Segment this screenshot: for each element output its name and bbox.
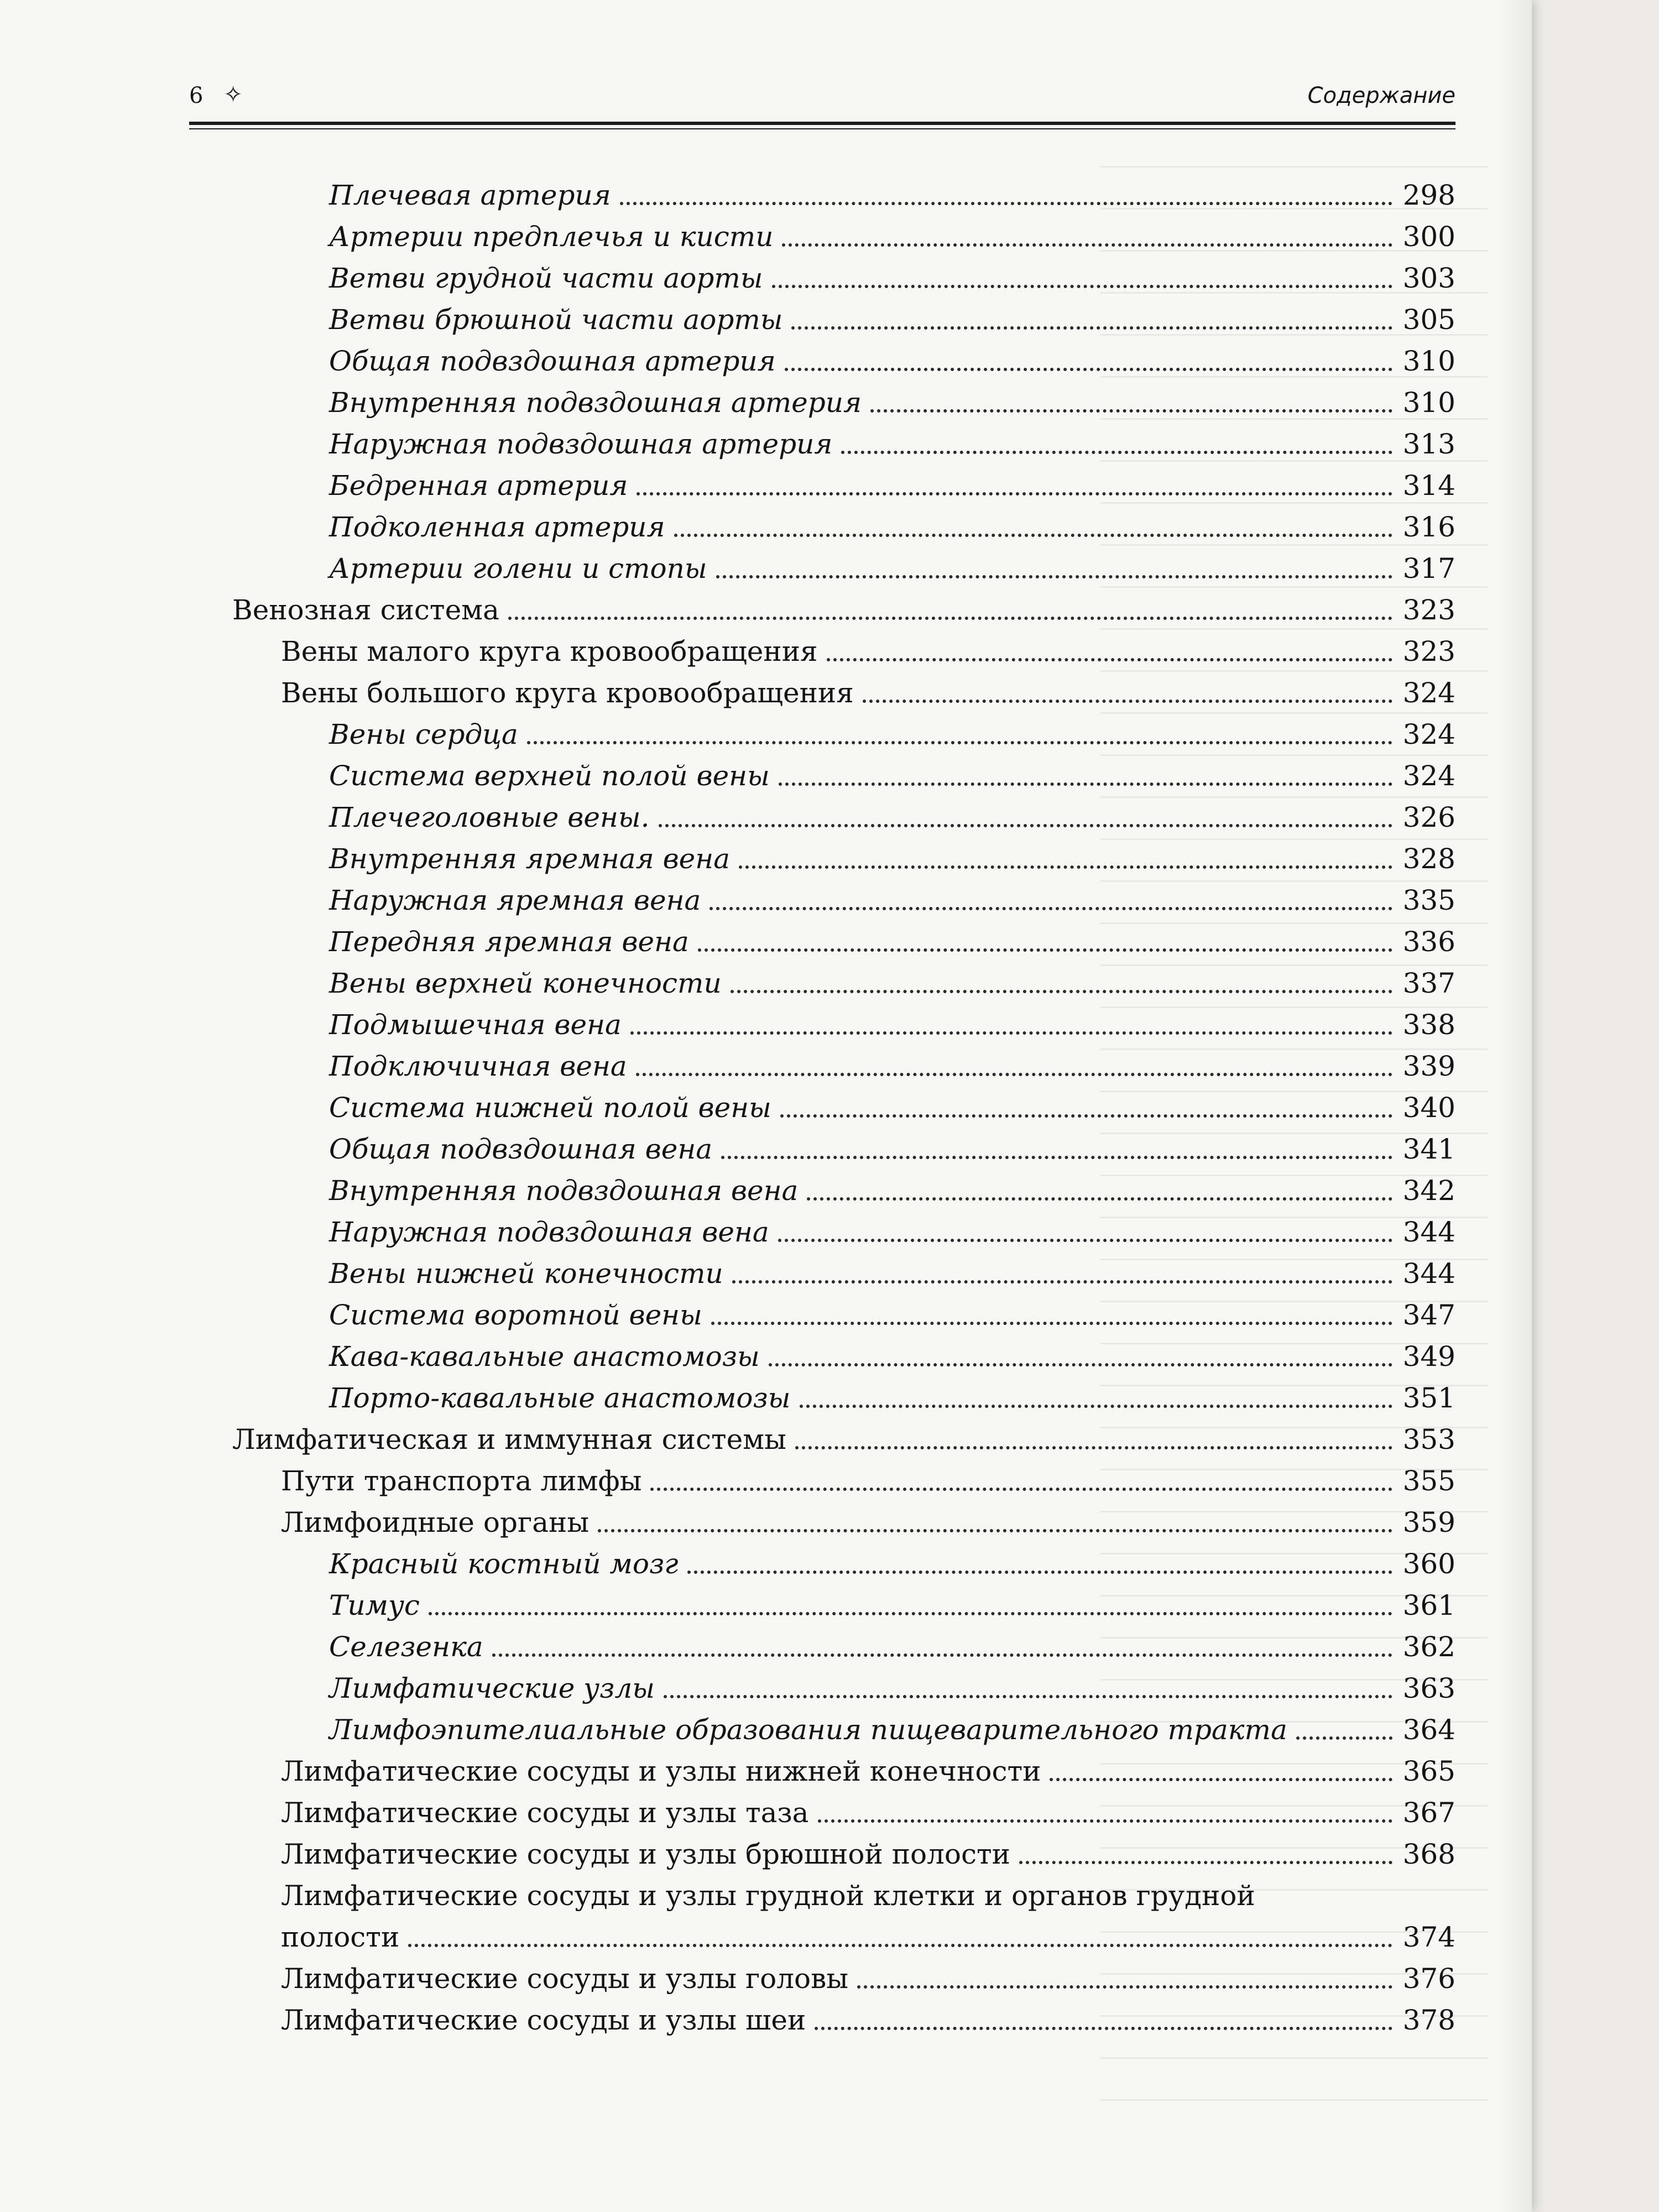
toc-entry-title: Общая подвздошная артерия (329, 345, 776, 377)
toc-entry-title: Тимус (329, 1589, 420, 1621)
toc-entry (232, 1460, 1455, 1502)
toc-entry (232, 1378, 1455, 1419)
toc-entry-title: Лимфатические сосуды и узлы шеи (281, 2004, 806, 2036)
toc-page-number: 340 (1402, 1092, 1455, 1124)
toc-entry-title: Система воротной вены (329, 1299, 702, 1331)
toc-page-number: 367 (1402, 1797, 1455, 1829)
toc-page-number: 339 (1402, 1050, 1455, 1082)
toc-page-number: 362 (1402, 1631, 1455, 1663)
dot-leader (637, 492, 1392, 495)
toc-entry (232, 341, 1455, 382)
toc-entry-title: Лимфатические сосуды и узлы нижней конечности (281, 1755, 1041, 1787)
toc-entry-title: Венозная система (232, 594, 499, 626)
toc-page-number: 324 (1402, 760, 1455, 792)
dot-leader (863, 700, 1392, 703)
dot-leader (429, 1612, 1392, 1615)
toc-entry (232, 465, 1455, 507)
toc-page-number: 378 (1402, 2004, 1455, 2036)
toc-entry-title: Вены малого круга кровообращения (281, 635, 818, 667)
toc-entry (232, 1585, 1455, 1626)
toc-page-number: 342 (1402, 1175, 1455, 1207)
toc-page-number: 365 (1402, 1755, 1455, 1787)
toc-entry-title: Пути транспорта лимфы (281, 1465, 642, 1497)
toc-entry-title: Лимфатическая и иммунная системы (232, 1423, 786, 1455)
toc-entry (232, 755, 1455, 797)
toc-entry (232, 1129, 1455, 1170)
toc-entry-title: Внутренняя яремная вена (329, 843, 730, 875)
running-title: Содержание (1307, 83, 1455, 108)
dot-leader (1050, 1778, 1392, 1781)
dot-leader (659, 824, 1392, 827)
toc-page-number: 353 (1402, 1423, 1455, 1455)
dot-leader (818, 1819, 1393, 1823)
toc-entry-title: Бедренная артерия (329, 469, 628, 502)
dot-leader (687, 1571, 1393, 1574)
ornament-icon: ✧ (223, 81, 243, 108)
toc-entry-title: Кава-кавальные анастомозы (329, 1340, 760, 1373)
toc-entry-title: Передняя яремная вена (329, 926, 689, 958)
toc-entry (232, 1668, 1455, 1709)
toc-entry (232, 797, 1455, 838)
header-rule-thick (189, 122, 1455, 125)
toc-entry (232, 548, 1455, 589)
toc-entry (232, 1419, 1455, 1460)
toc-entry (232, 216, 1455, 258)
toc-page-number: 324 (1402, 677, 1455, 709)
toc-page-number: 341 (1402, 1133, 1455, 1165)
toc-entry-title: Плечеголовные вены. (329, 801, 650, 833)
toc-page-number: 376 (1402, 1963, 1455, 1995)
toc-page-number: 310 (1402, 387, 1455, 419)
toc-entry-title: Подключичная вена (329, 1050, 627, 1082)
toc-entry-title-line2-row (281, 1917, 1455, 1958)
toc-entry-wrapped (232, 1875, 1455, 1958)
dot-leader (598, 1529, 1392, 1532)
dot-leader (650, 1488, 1392, 1491)
toc-entry-title: Система нижней полой вены (329, 1092, 771, 1124)
toc-entry (232, 175, 1455, 216)
toc-page-number: 349 (1402, 1340, 1455, 1373)
toc-page-number: 305 (1402, 304, 1455, 336)
dot-leader (870, 409, 1392, 413)
toc-entry (232, 838, 1455, 880)
toc-page-number: 361 (1402, 1589, 1455, 1621)
toc-entry-title: Лимфатические узлы (329, 1672, 655, 1704)
dot-leader (795, 1446, 1392, 1449)
toc-entry-title-line1: Лимфатические сосуды и узлы грудной клетки и органов грудной (281, 1880, 1255, 1912)
toc-page-number: 300 (1402, 221, 1455, 253)
dot-leader (620, 202, 1392, 205)
toc-page-number: 317 (1402, 552, 1455, 585)
toc-page-number: 374 (1402, 1921, 1455, 1953)
toc-entry (232, 1212, 1455, 1253)
toc-page-number: 326 (1402, 801, 1455, 833)
toc-entry-title: Ветви брюшной части аорты (329, 304, 783, 336)
dot-leader (779, 782, 1392, 786)
toc-entry-title: Артерии голени и стопы (329, 552, 707, 585)
toc-entry (232, 963, 1455, 1004)
toc-entry (232, 1046, 1455, 1087)
toc-entry (232, 258, 1455, 299)
header-rule-thin (189, 128, 1455, 129)
dot-leader (780, 1114, 1392, 1118)
toc-page-number: 313 (1402, 428, 1455, 460)
toc-entry-title: Лимфоэпителиальные образования пищеварительного тракта (329, 1714, 1287, 1746)
dot-leader (711, 1322, 1392, 1325)
dot-leader (731, 990, 1392, 993)
running-header (189, 77, 1455, 122)
dot-leader (769, 1363, 1392, 1366)
toc-entry-title: Внутренняя подвздошная артерия (329, 387, 862, 419)
page-edge-shadow (1499, 0, 1532, 2212)
toc-entry (232, 589, 1455, 631)
toc-entry (232, 672, 1455, 714)
toc-page-number: 351 (1402, 1382, 1455, 1414)
toc-page-number: 344 (1402, 1216, 1455, 1248)
dot-leader (800, 1405, 1392, 1408)
toc-entry-title: Вены сердца (329, 718, 518, 750)
toc-page-number: 314 (1402, 469, 1455, 502)
dot-leader (841, 451, 1392, 454)
toc-page-number: 323 (1402, 594, 1455, 626)
dot-leader (674, 534, 1392, 537)
toc-page-number: 323 (1402, 635, 1455, 667)
dot-leader (791, 326, 1392, 330)
toc-entry-title: Порто-кавальные анастомозы (329, 1382, 791, 1414)
toc-entry (232, 1295, 1455, 1336)
toc-page-number: 359 (1402, 1506, 1455, 1538)
toc-entry (232, 1502, 1455, 1543)
toc-page-number: 355 (1402, 1465, 1455, 1497)
toc-page-number: 316 (1402, 511, 1455, 543)
toc-entry (232, 1958, 1455, 2000)
dot-leader (709, 907, 1392, 910)
toc-entry (232, 1751, 1455, 1792)
dot-leader (630, 1031, 1392, 1035)
toc-entry-title: Красный костный мозг (329, 1548, 679, 1580)
dot-leader (408, 1944, 1392, 1947)
toc-entry-title: Лимфоидные органы (281, 1506, 589, 1538)
page-number: 6 (189, 83, 204, 108)
toc-entry (232, 299, 1455, 341)
toc-page-number: 344 (1402, 1258, 1455, 1290)
toc-page-number: 338 (1402, 1009, 1455, 1041)
toc-page-number: 337 (1402, 967, 1455, 999)
toc-entry (232, 921, 1455, 963)
dot-leader (782, 243, 1392, 247)
toc-page-number: 336 (1402, 926, 1455, 958)
dot-leader (857, 1985, 1392, 1989)
toc-entry-title: Лимфатические сосуды и узлы брюшной полости (281, 1838, 1010, 1870)
dot-leader (698, 948, 1392, 952)
toc-page-number: 368 (1402, 1838, 1455, 1870)
toc-page-number: 303 (1402, 262, 1455, 294)
toc-entry-title: Вены большого круга кровообращения (281, 677, 854, 709)
toc-page-number: 364 (1402, 1714, 1455, 1746)
toc-entry-title: Внутренняя подвздошная вена (329, 1175, 799, 1207)
toc-entry (232, 1170, 1455, 1212)
toc-entry (232, 507, 1455, 548)
dot-leader (739, 865, 1392, 869)
dot-leader (815, 2027, 1392, 2030)
toc-entry (232, 1336, 1455, 1378)
dot-leader (721, 1156, 1392, 1159)
toc-entry-title: Лимфатические сосуды и узлы таза (281, 1797, 809, 1829)
toc-entry-title: Наружная подвздошная вена (329, 1216, 769, 1248)
toc-entry (232, 1543, 1455, 1585)
toc-entry-title: Селезенка (329, 1631, 483, 1663)
toc-entry-title: Ветви грудной части аорты (329, 262, 763, 294)
toc-entry-title-line2: полости (281, 1921, 400, 1953)
toc-entry (232, 382, 1455, 424)
dot-leader (827, 658, 1392, 661)
toc-entry-title: Лимфатические сосуды и узлы головы (281, 1963, 849, 1995)
dot-leader (807, 1197, 1392, 1201)
dot-leader (778, 1239, 1392, 1242)
dot-leader (785, 368, 1392, 371)
toc-entry (232, 1709, 1455, 1751)
toc-entry (232, 424, 1455, 465)
toc-entry (232, 1834, 1455, 1875)
toc-entry-title: Подколенная артерия (329, 511, 665, 543)
toc-entry (232, 1087, 1455, 1129)
toc-entry (232, 1626, 1455, 1668)
dot-leader (508, 617, 1392, 620)
toc-entry-title: Наружная подвздошная артерия (329, 428, 833, 460)
toc-page-number: 324 (1402, 718, 1455, 750)
toc-entry (232, 631, 1455, 672)
toc-page-number: 335 (1402, 884, 1455, 916)
toc-page-number: 298 (1402, 179, 1455, 211)
dot-leader (772, 285, 1392, 288)
dot-leader (664, 1695, 1392, 1698)
dot-leader (732, 1280, 1392, 1284)
toc-page-number: 328 (1402, 843, 1455, 875)
toc-page-number: 363 (1402, 1672, 1455, 1704)
toc-page-number: 360 (1402, 1548, 1455, 1580)
toc-entry (232, 2000, 1455, 2041)
dot-leader (636, 1073, 1392, 1076)
toc-entry-title: Плечевая артерия (329, 179, 611, 211)
dot-leader (492, 1653, 1392, 1657)
toc-entry (232, 1253, 1455, 1295)
toc-entry-title: Вены нижней конечности (329, 1258, 723, 1290)
toc-entry (232, 1792, 1455, 1834)
dot-leader (527, 741, 1392, 744)
toc-page-number: 347 (1402, 1299, 1455, 1331)
toc-entry-title: Общая подвздошная вена (329, 1133, 713, 1165)
table-of-contents (232, 175, 1455, 2041)
toc-entry-title: Система верхней полой вены (329, 760, 770, 792)
dot-leader (716, 575, 1392, 578)
toc-entry (232, 1004, 1455, 1046)
toc-entry (232, 714, 1455, 755)
toc-page-number: 310 (1402, 345, 1455, 377)
toc-entry-title: Вены верхней конечности (329, 967, 722, 999)
dot-leader (1296, 1736, 1392, 1740)
toc-entry-title: Подмышечная вена (329, 1009, 622, 1041)
toc-entry-title: Артерии предплечья и кисти (329, 221, 774, 253)
toc-entry (232, 880, 1455, 921)
toc-entry-title: Наружная яремная вена (329, 884, 701, 916)
dot-leader (1019, 1861, 1392, 1864)
